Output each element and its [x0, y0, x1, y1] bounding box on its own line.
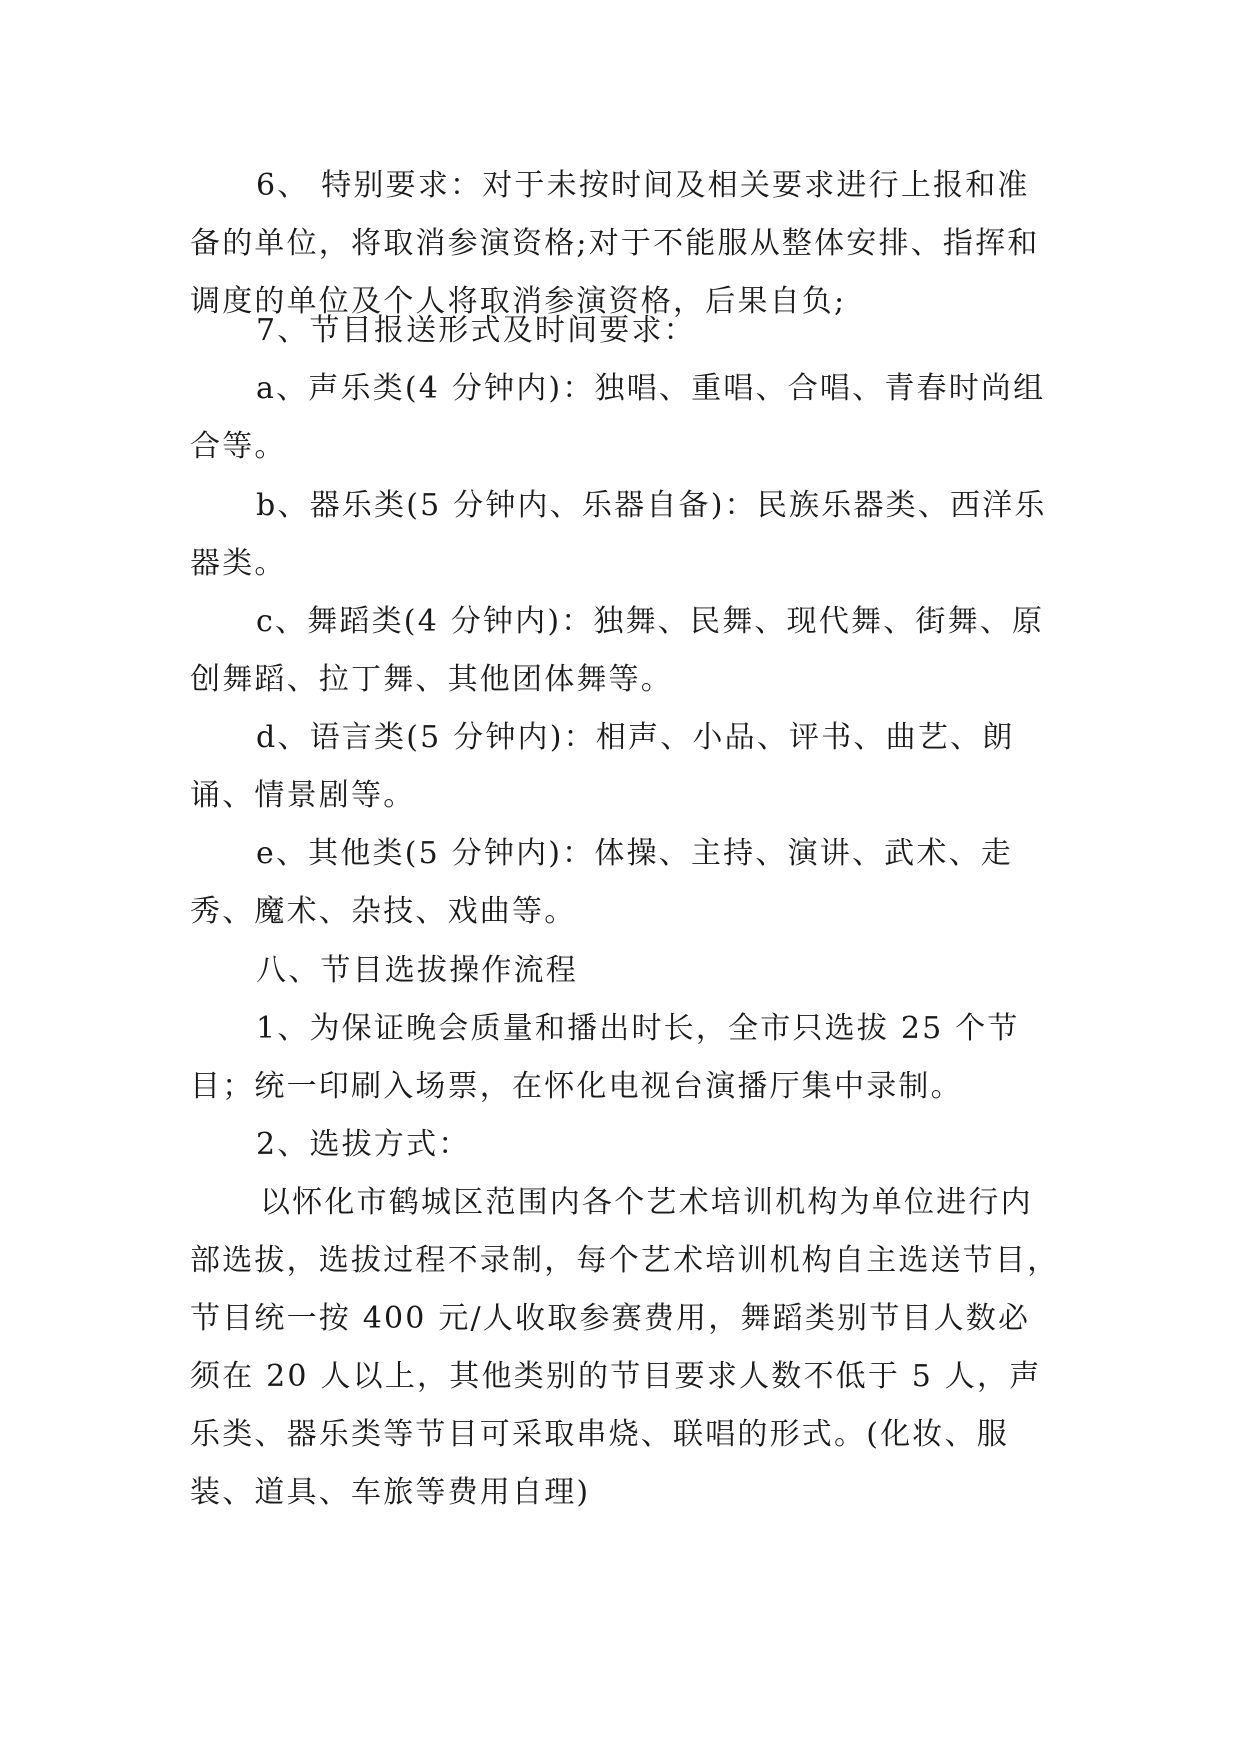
paragraph-selection-method-heading: 2、选拔方式： — [256, 1127, 471, 1162]
paragraph-dance-category: c、舞蹈类(4 分钟内)：独舞、民舞、现代舞、街舞、原创舞蹈、拉丁舞、其他团体舞等。 — [190, 604, 1045, 697]
paragraph-special-requirements: 6、 特别要求：对于未按时间及相关要求进行上报和准备的单位，将取消参演资格;对于不能服从整体安排、指挥和调度的单位及个人将取消参演资格，后果自负; — [190, 168, 1040, 319]
paragraph-other-category: e、其他类(5 分钟内)：体操、主持、演讲、武术、走秀、魔术、杂技、戏曲等。 — [190, 836, 1013, 929]
paragraph-program-submission: 7、节目报送形式及时间要求： — [256, 313, 696, 348]
paragraph-language-category: d、语言类(5 分钟内)：相声、小品、评书、曲艺、朗诵、情景剧等。 — [190, 720, 1015, 813]
section-heading-selection-process: 八、节目选拔操作流程 — [256, 953, 578, 988]
paragraph-instrumental-category: b、器乐类(5 分钟内、乐器自备)：民族乐器类、西洋乐器类。 — [190, 488, 1047, 581]
paragraph-vocal-category: a、声乐类(4 分钟内)：独唱、重唱、合唱、青春时尚组合等。 — [190, 371, 1046, 464]
paragraph-selection-count: 1、为保证晚会质量和播出时长，全市只选拔 25 个节目；统一印刷入场票，在怀化电视台演播厅集中录制。 — [190, 1011, 1020, 1104]
paragraph-selection-method-details: 以怀化市鹤城区范围内各个艺术培训机构为单位进行内部选拔，选拔过程不录制，每个艺术培训机构自主选送节目，节目统一按 400 元/人收取参赛费用，舞蹈类别节目人数必须在 20 人以上，其他类别的节目要求人数不低于 5 人，声乐类、器乐类等节目可采取串烧、联唱的形式。(化妆、服装、道具、车旅等费用自理) — [190, 1185, 1060, 1510]
